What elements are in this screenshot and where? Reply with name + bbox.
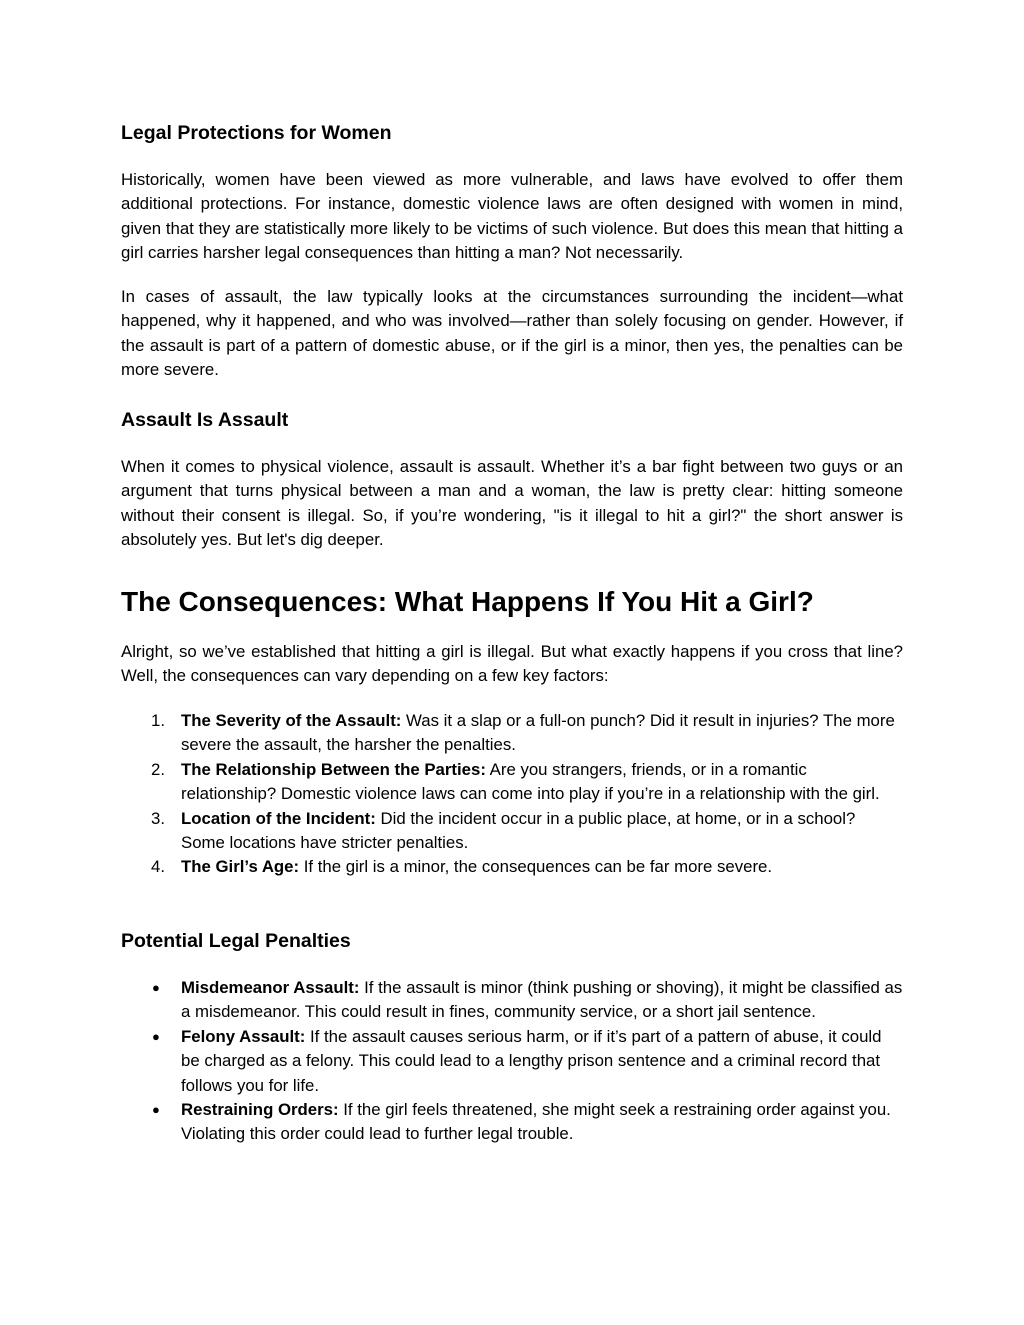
- list-item-label: The Relationship Between the Parties:: [181, 759, 486, 779]
- list-item-text: If the girl is a minor, the consequences can be far more severe.: [299, 857, 773, 877]
- list-item-text: Did the incident occur in a public place, at home, or in a school? Some locations have stricter penalties.: [181, 808, 856, 853]
- list-item-label: Restraining Orders:: [181, 1100, 339, 1120]
- list-item: [121, 976, 903, 1025]
- paragraph-legal-1: Historically, women have been viewed as more vulnerable, and laws have evolved to offer them additional protections. For instance, domestic violence laws are often designed with women in mind, given that they are statistically more likely to be victims of such violence. But does this mean that hitting a girl carries harsher legal consequences than hitting a man? Not necessarily.: [121, 170, 903, 263]
- list-item: [121, 758, 903, 807]
- paragraph-consequences-intro: Alright, so we’ve established that hitting a girl is illegal. But what exactly happens if you cross that line? Well, the consequences can vary depending on a few key factors:: [121, 642, 903, 686]
- list-number: 3.: [151, 808, 165, 828]
- heading-legal-protections: Legal Protections for Women: [121, 122, 392, 144]
- list-item-label: Felony Assault:: [181, 1026, 306, 1046]
- heading-potential-penalties: Potential Legal Penalties: [121, 930, 351, 952]
- list-item-text: If the assault is minor (think pushing or shoving), it might be classified as a misdemeanor. This could result in fines, community service, or a short jail sentence.: [181, 978, 903, 1022]
- list-item: [121, 1098, 903, 1147]
- list-item: [121, 1025, 903, 1098]
- paragraph-legal-2: In cases of assault, the law typically looks at the circumstances surrounding the incident—what happened, why it happened, and who was involved—rather than solely focusing on gender. However, if the assault is part of a pattern of domestic abuse, or if the girl is a minor, then yes, the penalties can be more severe.: [121, 287, 903, 380]
- list-item-text: Was it a slap or a full-on punch? Did it result in injuries? The more severe the assault, the harsher the penalties.: [181, 711, 895, 755]
- bullet-icon: ●: [152, 1028, 160, 1044]
- bullet-icon: ●: [152, 980, 160, 995]
- list-number: 4.: [151, 857, 165, 877]
- list-item: [121, 709, 903, 758]
- list-number: 1.: [151, 711, 165, 730]
- list-item: [121, 855, 903, 879]
- consequences-factor-list: [121, 709, 903, 880]
- list-item-text: If the assault causes serious harm, or if it’s part of a pattern of abuse, it could be charged as a felony. This could lead to a lengthy prison sentence and a criminal record that follows you for life.: [181, 1026, 882, 1095]
- list-item-label: Location of the Incident:: [181, 808, 376, 828]
- heading-assault-is-assault: Assault Is Assault: [121, 409, 289, 431]
- paragraph-assault-1: When it comes to physical violence, assault is assault. Whether it’s a bar fight between two guys or an argument that turns physical between a man and a woman, the law is pretty clear: hitting someone without their consent is illegal. So, if you’re wondering, "is it illegal to hit a girl?" the short answer is absolutely yes. But let's dig deeper.: [121, 457, 903, 550]
- penalties-list: [121, 976, 903, 1147]
- list-number: 2.: [151, 759, 165, 779]
- list-item-label: The Girl’s Age:: [181, 857, 300, 877]
- bullet-icon: ●: [152, 1102, 160, 1118]
- list-item: [121, 807, 903, 856]
- list-item-text: If the girl feels threatened, she might seek a restraining order against you. Violating this order could lead to further legal trouble.: [181, 1100, 891, 1144]
- list-item-label: Misdemeanor Assault:: [181, 978, 360, 997]
- heading-consequences: The Consequences: What Happens If You Hit a Girl?: [121, 586, 814, 617]
- list-item-text: Are you strangers, friends, or in a romantic relationship? Domestic violence laws can come into play if you’re in a relationship with the girl.: [181, 759, 880, 804]
- list-item-label: The Severity of the Assault:: [181, 711, 402, 730]
